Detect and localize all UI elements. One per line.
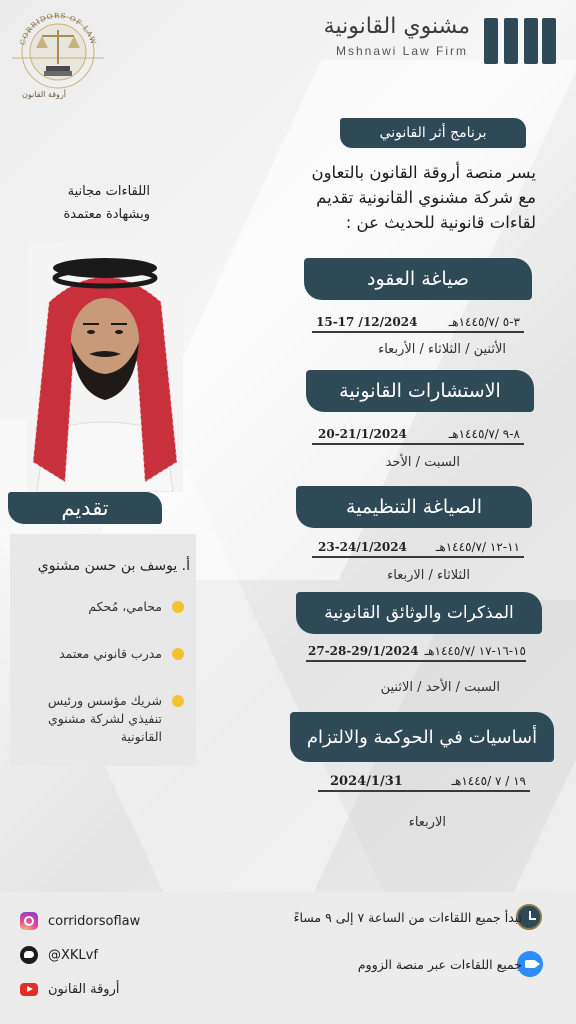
free-note-line: اللقاءات مجانية <box>67 184 150 199</box>
course-date-line <box>312 315 524 333</box>
course-date-line <box>312 540 524 558</box>
social-instagram[interactable] <box>20 912 140 930</box>
bullet-dot-icon <box>172 601 184 613</box>
course-date-hijri: ١١-١٢ /١٤٤٥/٧هـ <box>435 540 520 554</box>
present-label: تقديم <box>8 492 162 524</box>
presenter-name: أ. يوسف بن حسن مشنوي <box>37 558 190 574</box>
twitter-handle: @XKLvf <box>48 947 98 963</box>
course-title: الصياغة التنظيمية <box>296 486 532 528</box>
course-date-gregorian: 15-17 /12/2024 <box>316 315 418 329</box>
course-date-hijri: ١٩ / ٧ /١٤٤٥هـ <box>451 774 526 788</box>
bio-text: محامي، مُحكم <box>88 599 162 614</box>
mshnawi-logo-icon <box>484 18 556 64</box>
youtube-channel: أروقة القانون <box>48 982 120 997</box>
instagram-icon <box>20 912 38 930</box>
course-date-gregorian: 20-21/1/2024 <box>318 427 407 441</box>
course-date-hijri: ٨-٩ /١٤٤٥/٧هـ <box>448 427 520 441</box>
bio-item <box>20 598 188 616</box>
course-days: الأثنين / الثلاثاء / الأربعاء <box>378 342 506 357</box>
bio-text: شريك مؤسس ورئيس تنفيذي لشركة مشنوي القانونية <box>47 693 162 744</box>
brand-name-ar: مشنوي القانونية <box>323 14 470 39</box>
course-title: صياغة العقود <box>304 258 532 300</box>
course-date-line <box>312 427 524 445</box>
intro-line: يسر منصة أروقة القانون بالتعاون <box>311 163 536 182</box>
scales-of-justice-icon <box>10 8 106 90</box>
course-date-hijri: ١٥-١٦-١٧ /١٤٤٥/٧هـ <box>424 644 526 658</box>
course-date-line <box>318 774 530 792</box>
free-certified-note <box>40 180 150 226</box>
course-days: الثلاثاء / الاربعاء <box>387 568 470 583</box>
course-date-gregorian: 27-28-29/1/2024 <box>308 644 419 658</box>
course-days: السبت / الأحد <box>385 455 460 470</box>
bullet-dot-icon <box>172 695 184 707</box>
intro-line: مع شركة مشنوي القانونية تقديم <box>316 188 536 207</box>
presenter-photo <box>27 242 183 492</box>
youtube-icon <box>20 983 38 996</box>
logo-ring-text: CORRIDORS OF LAW <box>18 11 98 47</box>
intro-line: لقاءات قانونية للحديث عن : <box>345 213 536 232</box>
course-title: الاستشارات القانونية <box>306 370 534 412</box>
twitter-icon <box>20 946 38 964</box>
course-title: أساسيات في الحوكمة والالتزام <box>290 712 554 762</box>
free-note-line: وبشهادة معتمدة <box>63 207 150 222</box>
course-days: السبت / الأحد / الاثنين <box>380 680 500 695</box>
course-title: المذكرات والوثائق القانونية <box>296 592 542 634</box>
partner-tagline: أروقة القانون <box>22 90 66 99</box>
program-title-badge: برنامج أثر القانوني <box>340 118 526 148</box>
social-youtube[interactable] <box>20 982 119 997</box>
time-note: تبدأ جميع اللقاءات من الساعة ٧ إلى ٩ مساءً <box>293 910 522 925</box>
program-intro <box>236 160 536 235</box>
presenter-portrait-icon <box>27 242 183 492</box>
bio-item <box>20 645 188 663</box>
course-date-hijri: ٣-٥ /١٤٤٥/٧هـ <box>448 315 520 329</box>
course-days: الاربعاء <box>408 815 446 830</box>
brand-name-en: Mshnawi Law Firm <box>335 44 468 58</box>
bio-item <box>20 692 188 746</box>
zoom-note: جميع اللقاءات عبر منصة الزووم <box>357 957 522 972</box>
instagram-handle: corridorsoflaw <box>48 913 141 929</box>
course-date-line <box>306 644 526 662</box>
bullet-dot-icon <box>172 648 184 660</box>
course-date-gregorian: 2024/1/31 <box>330 774 403 789</box>
social-twitter[interactable] <box>20 946 98 964</box>
bio-text: مدرب قانوني معتمد <box>59 646 162 661</box>
course-date-gregorian: 23-24/1/2024 <box>318 540 407 554</box>
